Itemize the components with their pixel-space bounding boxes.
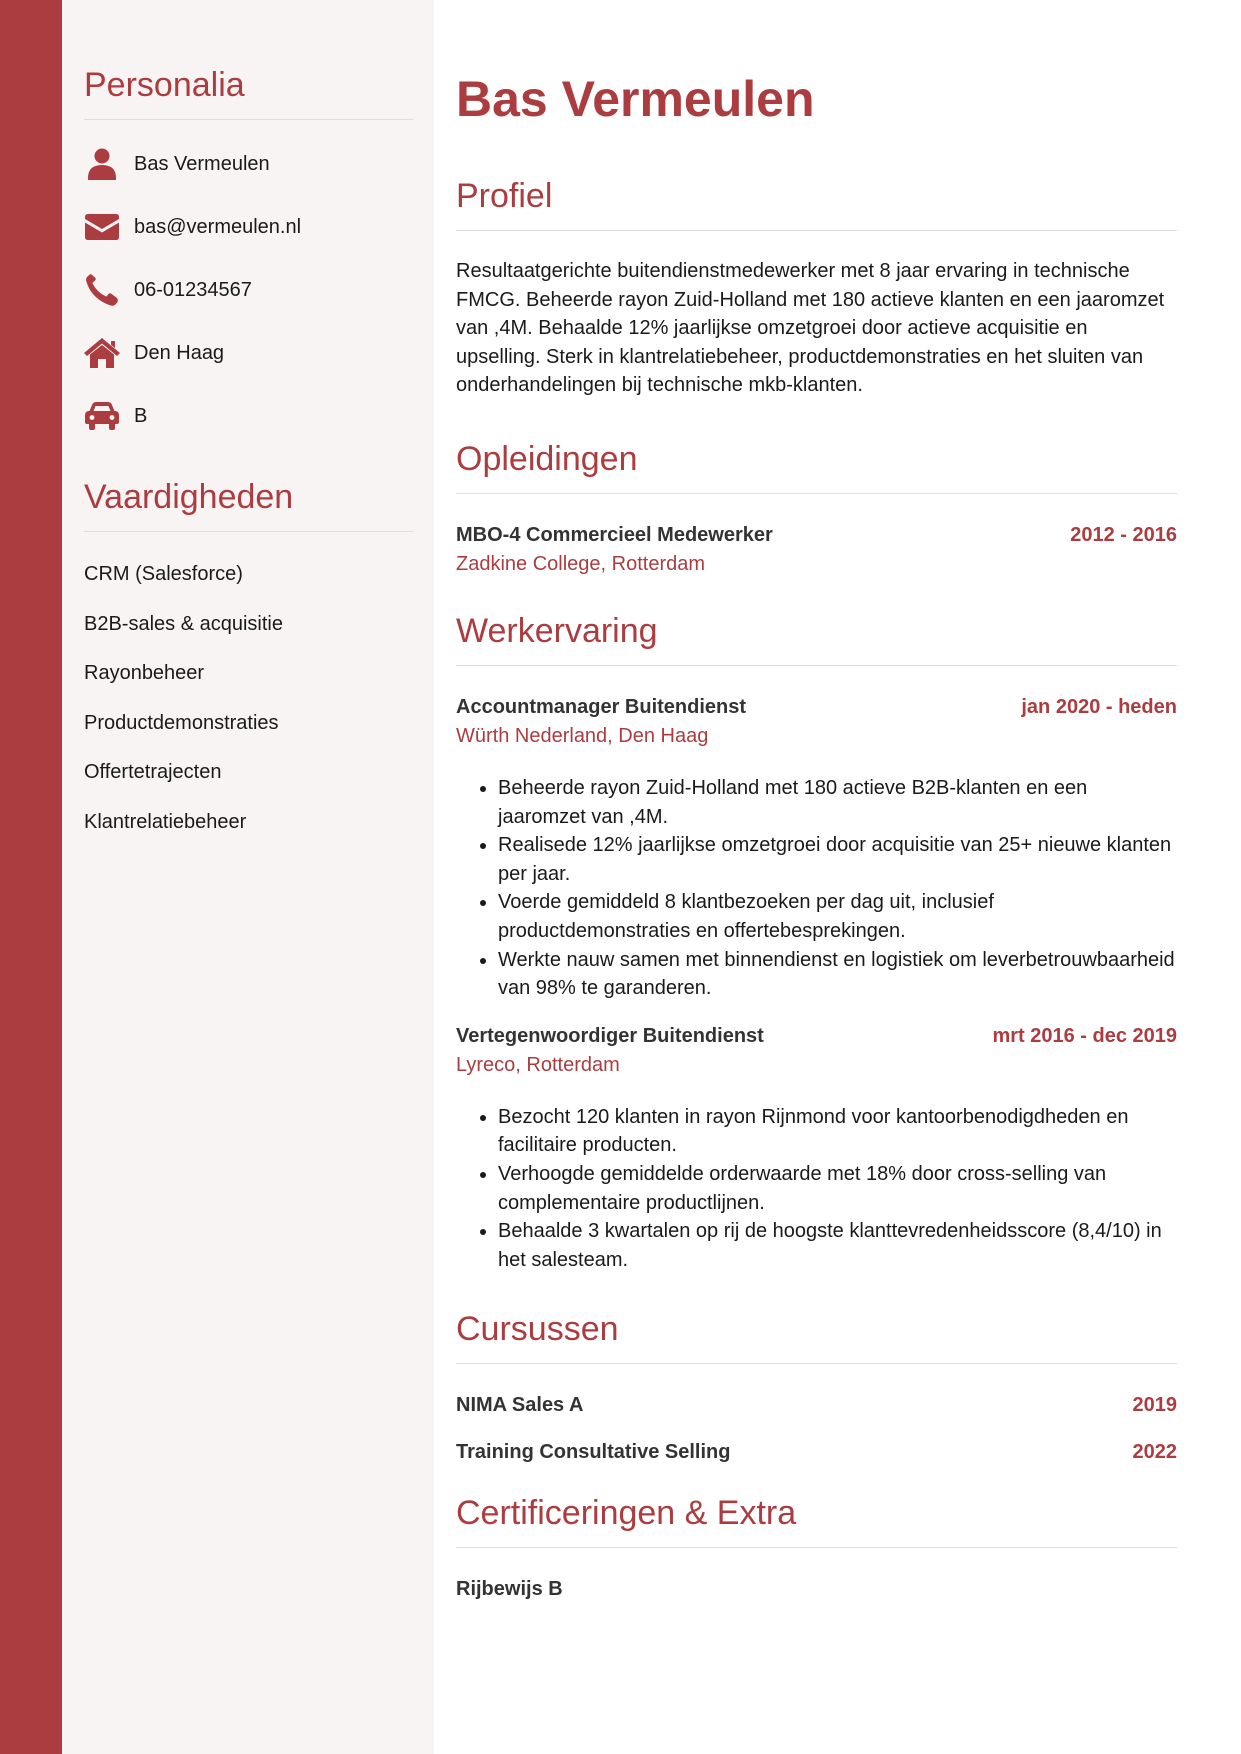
course-title: Training Consultative Selling (456, 1441, 731, 1464)
job-bullet: • Beheerde rayon Zuid-Holland met 180 actieve B2B-klanten en een jaaromzet van ,4M. (498, 774, 1177, 831)
job-entry-1 (456, 696, 1177, 719)
job-bullet: • Voerde gemiddeld 8 klantbezoeken per dag uit, inclusief productdemonstraties en offertebesprekingen. (498, 888, 1177, 945)
education-date: 2012 - 2016 (1070, 523, 1177, 546)
contact-name-text: Bas Vermeulen (134, 152, 270, 175)
job-bullet: • Bezocht 120 klanten in rayon Rijnmond voor kantoorbenodigdheden en facilitaire producten. (498, 1103, 1177, 1160)
education-entry (456, 524, 1177, 547)
contact-city-text: Den Haag (134, 341, 225, 364)
job-date: mrt 2016 - dec 2019 (992, 1024, 1177, 1047)
education-heading: Opleidingen (456, 440, 1177, 494)
job-employer: Würth Nederland, Den Haag (456, 724, 709, 747)
extra-title: Rijbewijs B (456, 1578, 563, 1601)
courses-heading: Cursussen (456, 1310, 1177, 1364)
skill-item: CRM (Salesforce) (84, 563, 243, 585)
sidebar (62, 0, 434, 1754)
user-icon (84, 148, 120, 180)
skills-heading: Vaardigheden (84, 478, 414, 532)
skill-item: Klantrelatiebeheer (84, 810, 247, 833)
job-entry-2 (456, 1025, 1177, 1048)
home-icon (84, 337, 120, 369)
job-bullet: • Verhoogde gemiddelde orderwaarde met 18% door cross-selling van complementaire productlijnen. (498, 1160, 1177, 1217)
job-title: Accountmanager Buitendienst (456, 695, 747, 718)
profile-heading: Profiel (456, 177, 1177, 231)
job-bullet: • Behaalde 3 kwartalen op rij de hoogste klanttevredenheidsscore (8,4/10) in het salesteam. (498, 1217, 1177, 1274)
skill-item: Rayonbeheer (84, 662, 205, 684)
contact-name (84, 148, 414, 180)
course-date: 2019 (1132, 1394, 1177, 1417)
contact-phone-text: 06-01234567 (134, 278, 252, 301)
profile-text: Resultaatgerichte buitendienstmedewerker met 8 jaar ervaring in technische FMCG. Beheerde rayon Zuid-Holland met 180 actieve klanten en een jaaromzet van ,4M. Behaalde 12% jaarlijkse omzetgroei door actieve acquisitie en upselling. Sterk in klantrelatiebeheer, productdemonstraties en het sluiten van onderhandelingen bij technische mkb-klanten. (456, 260, 1165, 397)
envelope-icon (84, 211, 120, 243)
accent-bar (0, 0, 62, 1754)
education-school: Zadkine College, Rotterdam (456, 552, 706, 575)
skills-list (84, 562, 414, 834)
contact-license-text: B (134, 404, 148, 427)
contact-city (84, 337, 414, 369)
job-employer: Lyreco, Rotterdam (456, 1053, 620, 1076)
personalia-heading: Personalia (84, 66, 414, 120)
car-icon (84, 400, 120, 432)
candidate-name: Bas Vermeulen (456, 71, 815, 127)
job-bullet: • Realisede 12% jaarlijkse omzetgroei door acquisitie van 25+ nieuwe klanten per jaar. (498, 831, 1177, 888)
course-title: NIMA Sales A (456, 1394, 584, 1417)
job-date: jan 2020 - heden (1021, 695, 1177, 718)
contact-license (84, 400, 414, 432)
job-bullets-2 (456, 1103, 1177, 1275)
extra-heading: Certificeringen & Extra (456, 1494, 1177, 1548)
job-title: Vertegenwoordiger Buitendienst (456, 1024, 764, 1047)
course-date: 2022 (1132, 1441, 1177, 1464)
job-bullet: • Werkte nauw samen met binnendienst en logistiek om leverbetrouwbaarheid van 98% te garanderen. (498, 946, 1177, 1003)
contact-list (84, 148, 414, 432)
skill-item: Offertetrajecten (84, 761, 222, 783)
phone-icon (84, 274, 120, 306)
course-entry (456, 1441, 1177, 1464)
education-title: MBO-4 Commercieel Medewerker (456, 523, 773, 546)
experience-heading: Werkervaring (456, 612, 1177, 666)
skill-item: B2B-sales & acquisitie (84, 612, 283, 635)
contact-email (84, 211, 414, 243)
course-entry (456, 1394, 1177, 1417)
contact-email-text: bas@vermeulen.nl (134, 215, 302, 238)
contact-phone (84, 274, 414, 306)
main-content (434, 0, 1241, 1754)
skill-item: Productdemonstraties (84, 711, 279, 734)
extra-entry (456, 1578, 1177, 1601)
job-bullets-1 (456, 774, 1177, 1003)
